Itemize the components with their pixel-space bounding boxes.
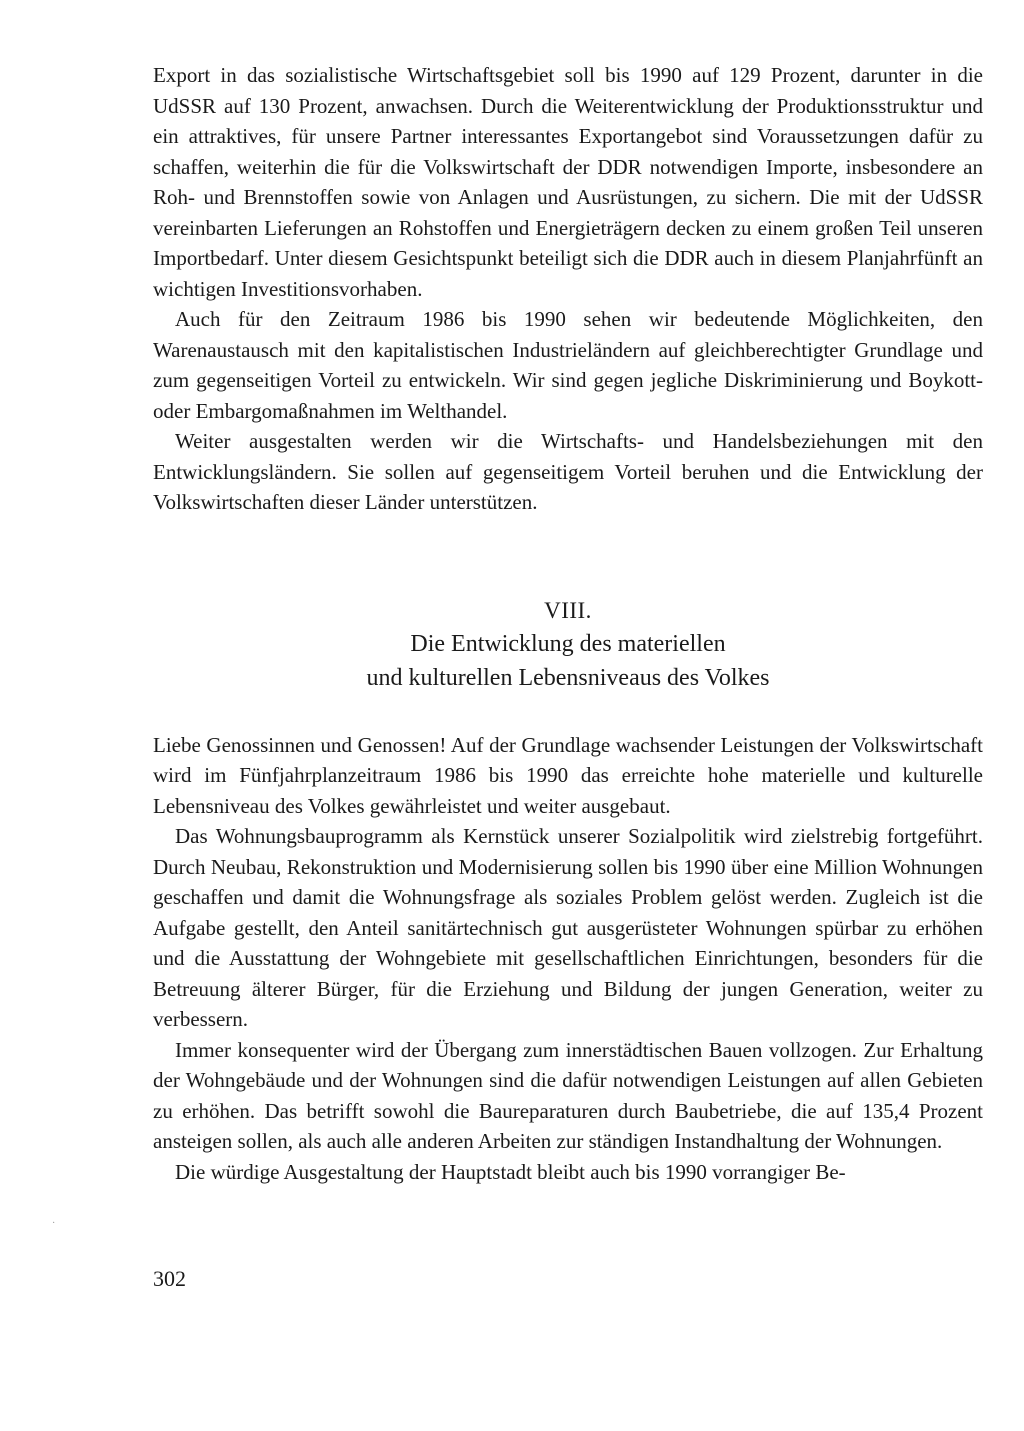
paragraph-hauptstadt: Die würdige Ausgestaltung der Hauptstadt bleibt auch bis 1990 vorrangiger Be-: [175, 1159, 846, 1184]
section-title-line-2: und kulturellen Lebensniveaus des Volkes: [366, 664, 770, 691]
paragraph-liebe-genossen: Liebe Genossinnen und Genossen! Auf der Grundlage wachsender Leistungen der Volkswirtschaft wird im Fünfjahrplanzeitraum 1986 bis 1990 das erreichte hohe materielle und kulturelle Lebensniveau des Volkes gewährleistet und weiter ausgebaut.: [153, 732, 983, 818]
section-title-line-1: Die Entwicklung des materiellen: [410, 630, 726, 657]
paragraph-innerstaedtisch: Immer konsequenter wird der Übergang zum innerstädtischen Bauen vollzogen. Zur Erhaltung der Wohngebäude und der Wohnungen sind die dafür notwendigen Leistungen auf allen Gebieten zu erhöhen. Das betrifft sowohl die Baureparaturen durch Baubetriebe, die auf 135,4 Prozent ansteigen sollen, als auch alle anderen Arbeiten zur ständigen Instandhaltung der Wohnungen.: [153, 1037, 983, 1153]
page-content: [153, 60, 983, 1187]
paragraph-export: Export in das sozialistische Wirtschaftsgebiet soll bis 1990 auf 129 Prozent, darunter in die UdSSR auf 130 Prozent, anwachsen. Durch die Weiterentwicklung der Produktionsstruktur und ein attraktives, für unsere Partner interessantes Exportangebot sind Voraussetzungen dafür zu schaffen, weiterhin die für die Volkswirtschaft der DDR notwendigen Importe, insbesondere an Roh- und Brennstoffen sowie von Anlagen und Ausrüstungen, zu sichern. Die mit der UdSSR vereinbarten Lieferungen an Rohstoffen und Energieträgern decken zu einem großen Teil unseren Importbedarf. Unter diesem Gesichtspunkt beteiligt sich die DDR auch in diesem Planjahrfünft an wichtigen Investitionsvorhaben.: [153, 63, 983, 301]
section-number: VIII.: [544, 597, 592, 623]
page-number: 302: [153, 1266, 186, 1291]
paragraph-wohnungsbau: Das Wohnungsbauprogramm als Kernstück unserer Sozialpolitik wird zielstrebig fortgeführt. Durch Neubau, Rekonstruktion und Modernisierung sollen bis 1990 über eine Million Wohnungen geschaffen und damit die Wohnungsfrage als soziales Problem gelöst werden. Zugleich ist die Aufgabe gestellt, den Anteil sanitärtechnisch gut ausgerüsteter Wohnungen spürbar zu erhöhen und die Ausstattung der Wohngebiete mit gesellschaftlichen Einrichtungen, besonders für die Betreuung älterer Bürger, für die Erziehung und Bildung der jungen Generation, weiter zu verbessern.: [153, 824, 983, 1031]
scan-speck: ·: [52, 1218, 56, 1229]
paragraph-entwicklungslaender: Weiter ausgestalten werden wir die Wirtschafts- und Handelsbeziehungen mit den Entwicklungsländern. Sie sollen auf gegenseitigem Vorteil beruhen und die Entwicklung der Volkswirtschaften dieser Länder unterstützen.: [153, 429, 983, 514]
paragraph-warenaustausch: Auch für den Zeitraum 1986 bis 1990 sehen wir bedeutende Möglichkeiten, den Warenaustausch mit den kapitalistischen Industrieländern auf gleichberechtigter Grundlage und zum gegenseitigen Vorteil zu entwickeln. Wir sind gegen jegliche Diskriminierung und Boykott- oder Embargomaßnahmen im Welthandel.: [153, 307, 983, 423]
section-heading: [153, 596, 983, 694]
section-body: [153, 730, 983, 1188]
